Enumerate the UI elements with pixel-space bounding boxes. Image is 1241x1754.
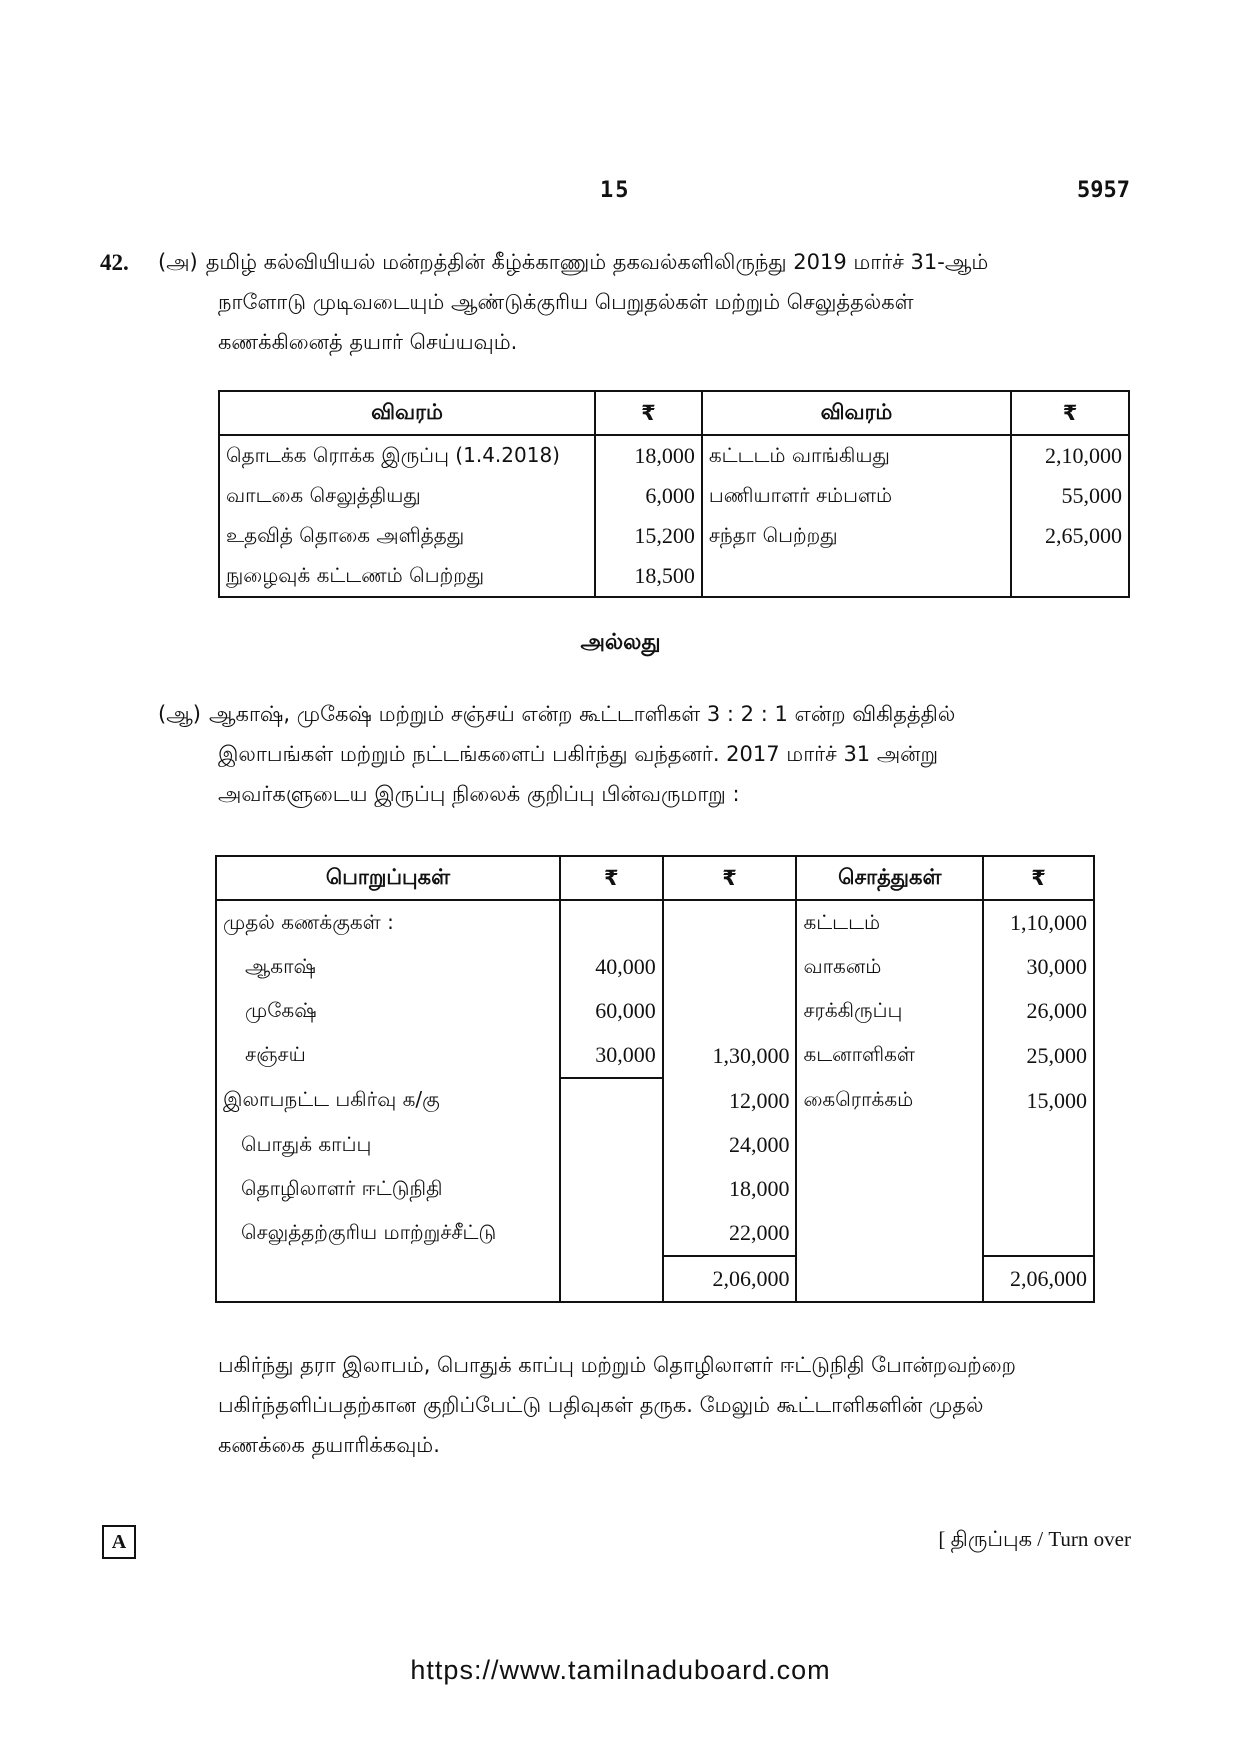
table-row bbox=[219, 556, 1129, 597]
part-b-instructions bbox=[218, 1345, 1118, 1465]
table-row bbox=[216, 1078, 1094, 1123]
assets-total: 2,06,000 bbox=[983, 1256, 1094, 1302]
table-cell: 1,30,000 bbox=[663, 1033, 797, 1078]
table-cell bbox=[560, 1078, 663, 1123]
part-b-line-1: ஆகாஷ், முகேஷ் மற்றும் சஞ்சய் என்ற கூட்டாளிகள் 3 : 2 : 1 என்ற விகிதத்தில் bbox=[208, 702, 956, 726]
table-cell: 6,000 bbox=[595, 476, 702, 516]
table-cell: 18,000 bbox=[663, 1167, 797, 1211]
table-cell bbox=[663, 900, 797, 945]
table-cell: கடனாளிகள் bbox=[796, 1033, 983, 1078]
table-cell: முகேஷ் bbox=[216, 989, 560, 1033]
table-cell: 30,000 bbox=[983, 945, 1094, 989]
column-header: ₹ bbox=[1011, 391, 1129, 435]
table-cell bbox=[983, 1167, 1094, 1211]
table-cell: 60,000 bbox=[560, 989, 663, 1033]
part-a-line-3: கணக்கினைத் தயார் செய்யவும். bbox=[218, 330, 518, 354]
instruction-line-2: பகிர்ந்தளிப்பதற்கான குறிப்பேட்டு பதிவுகள் தருக. மேலும் கூட்டாளிகளின் முதல் bbox=[218, 1393, 984, 1417]
table-cell: 2,65,000 bbox=[1011, 516, 1129, 556]
series-box: A bbox=[102, 1525, 136, 1559]
table-cell: வாடகை செலுத்தியது bbox=[219, 476, 595, 516]
part-a-line-2: நாளோடு முடிவடையும் ஆண்டுக்குரிய பெறுதல்கள் மற்றும் செலுத்தல்கள் bbox=[218, 290, 914, 314]
table-cell: சந்தா பெற்றது bbox=[702, 516, 1011, 556]
table-cell: ஆகாஷ் bbox=[216, 945, 560, 989]
table-header-row bbox=[216, 856, 1094, 900]
table-cell: தொழிலாளர் ஈட்டுநிதி bbox=[216, 1167, 560, 1211]
table-header-row bbox=[219, 391, 1129, 435]
table-cell: நுழைவுக் கட்டணம் பெற்றது bbox=[219, 556, 595, 597]
part-b-label: (ஆ) bbox=[158, 702, 201, 726]
page-number: 15 bbox=[600, 178, 631, 203]
table-cell: கட்டடம் bbox=[796, 900, 983, 945]
table-cell bbox=[560, 1167, 663, 1211]
table-cell: இலாபநட்ட பகிர்வு க/கு bbox=[216, 1078, 560, 1123]
source-url[interactable]: https://www.tamilnaduboard.com bbox=[410, 1655, 831, 1685]
column-header: ₹ bbox=[663, 856, 797, 900]
column-header: விவரம் bbox=[702, 391, 1011, 435]
table-cell bbox=[702, 556, 1011, 597]
paper-code: 5957 bbox=[1077, 178, 1130, 203]
turn-over-note: [ திருப்புக / Turn over bbox=[938, 1527, 1131, 1551]
table-cell: 15,000 bbox=[983, 1078, 1094, 1123]
column-header: ₹ bbox=[983, 856, 1094, 900]
table-cell: 26,000 bbox=[983, 989, 1094, 1033]
table-cell: வாகனம் bbox=[796, 945, 983, 989]
liabilities-total: 2,06,000 bbox=[663, 1256, 797, 1302]
table-cell bbox=[983, 1211, 1094, 1256]
table-cell bbox=[1011, 556, 1129, 597]
table-row bbox=[216, 1211, 1094, 1256]
table-cell: முதல் கணக்குகள் : bbox=[216, 900, 560, 945]
column-header: பொறுப்புகள் bbox=[216, 856, 560, 900]
table-cell: சரக்கிருப்பு bbox=[796, 989, 983, 1033]
table-cell bbox=[796, 1123, 983, 1167]
table-cell: 30,000 bbox=[560, 1033, 663, 1078]
table-row bbox=[216, 1033, 1094, 1078]
table-row bbox=[216, 989, 1094, 1033]
table-cell: 22,000 bbox=[663, 1211, 797, 1256]
table-cell bbox=[983, 1123, 1094, 1167]
table-cell bbox=[560, 1256, 663, 1302]
table-row bbox=[216, 1123, 1094, 1167]
table-cell bbox=[216, 1256, 560, 1302]
table-cell bbox=[560, 900, 663, 945]
table-cell bbox=[560, 1211, 663, 1256]
part-b-line-3: அவர்களுடைய இருப்பு நிலைக் குறிப்பு பின்வருமாறு : bbox=[218, 782, 740, 806]
or-separator: அல்லது bbox=[580, 630, 661, 655]
table-cell: தொடக்க ரொக்க இருப்பு (1.4.2018) bbox=[219, 435, 595, 476]
part-a-line-1: தமிழ் கல்வியியல் மன்றத்தின் கீழ்க்காணும் தகவல்களிலிருந்து 2019 மார்ச் 31-ஆம் bbox=[205, 250, 989, 274]
table-cell bbox=[663, 989, 797, 1033]
table-cell bbox=[663, 945, 797, 989]
table-cell: 24,000 bbox=[663, 1123, 797, 1167]
table-cell: கட்டடம் வாங்கியது bbox=[702, 435, 1011, 476]
table-cell: 18,000 bbox=[595, 435, 702, 476]
table-cell: பணியாளர் சம்பளம் bbox=[702, 476, 1011, 516]
table-cell: 55,000 bbox=[1011, 476, 1129, 516]
table-cell bbox=[560, 1123, 663, 1167]
part-b-line-2: இலாபங்கள் மற்றும் நட்டங்களைப் பகிர்ந்து வந்தனர். 2017 மார்ச் 31 அன்று bbox=[218, 742, 939, 766]
column-header: சொத்துகள் bbox=[796, 856, 983, 900]
table-cell: பொதுக் காப்பு bbox=[216, 1123, 560, 1167]
instruction-line-1: பகிர்ந்து தரா இலாபம், பொதுக் காப்பு மற்றும் தொழிலாளர் ஈட்டுநிதி போன்றவற்றை bbox=[218, 1353, 1016, 1377]
table-cell: செலுத்தற்குரிய மாற்றுச்சீட்டு bbox=[216, 1211, 560, 1256]
table-cell: 15,200 bbox=[595, 516, 702, 556]
table-row bbox=[216, 900, 1094, 945]
table-cell bbox=[796, 1167, 983, 1211]
table-total-row bbox=[216, 1256, 1094, 1302]
receipts-payments-table bbox=[218, 390, 1130, 598]
balance-sheet-table bbox=[215, 855, 1095, 1303]
table-row bbox=[216, 1167, 1094, 1211]
part-a-question bbox=[158, 242, 1098, 362]
table-row bbox=[219, 516, 1129, 556]
table-cell: சஞ்சய் bbox=[216, 1033, 560, 1078]
table-row bbox=[219, 435, 1129, 476]
table-cell: 40,000 bbox=[560, 945, 663, 989]
table-cell: 2,10,000 bbox=[1011, 435, 1129, 476]
instruction-line-3: கணக்கை தயாரிக்கவும். bbox=[218, 1433, 440, 1457]
part-b-question bbox=[158, 694, 1098, 814]
table-cell: கைரொக்கம் bbox=[796, 1078, 983, 1123]
table-cell: 12,000 bbox=[663, 1078, 797, 1123]
part-a-label: (அ) bbox=[158, 250, 198, 274]
table-cell: 1,10,000 bbox=[983, 900, 1094, 945]
question-number: 42. bbox=[100, 250, 129, 275]
column-header: ₹ bbox=[595, 391, 702, 435]
table-row bbox=[219, 476, 1129, 516]
table-cell: உதவித் தொகை அளித்தது bbox=[219, 516, 595, 556]
table-cell bbox=[796, 1256, 983, 1302]
column-header: விவரம் bbox=[219, 391, 595, 435]
table-cell bbox=[796, 1211, 983, 1256]
table-row bbox=[216, 945, 1094, 989]
column-header: ₹ bbox=[560, 856, 663, 900]
table-cell: 18,500 bbox=[595, 556, 702, 597]
table-cell: 25,000 bbox=[983, 1033, 1094, 1078]
